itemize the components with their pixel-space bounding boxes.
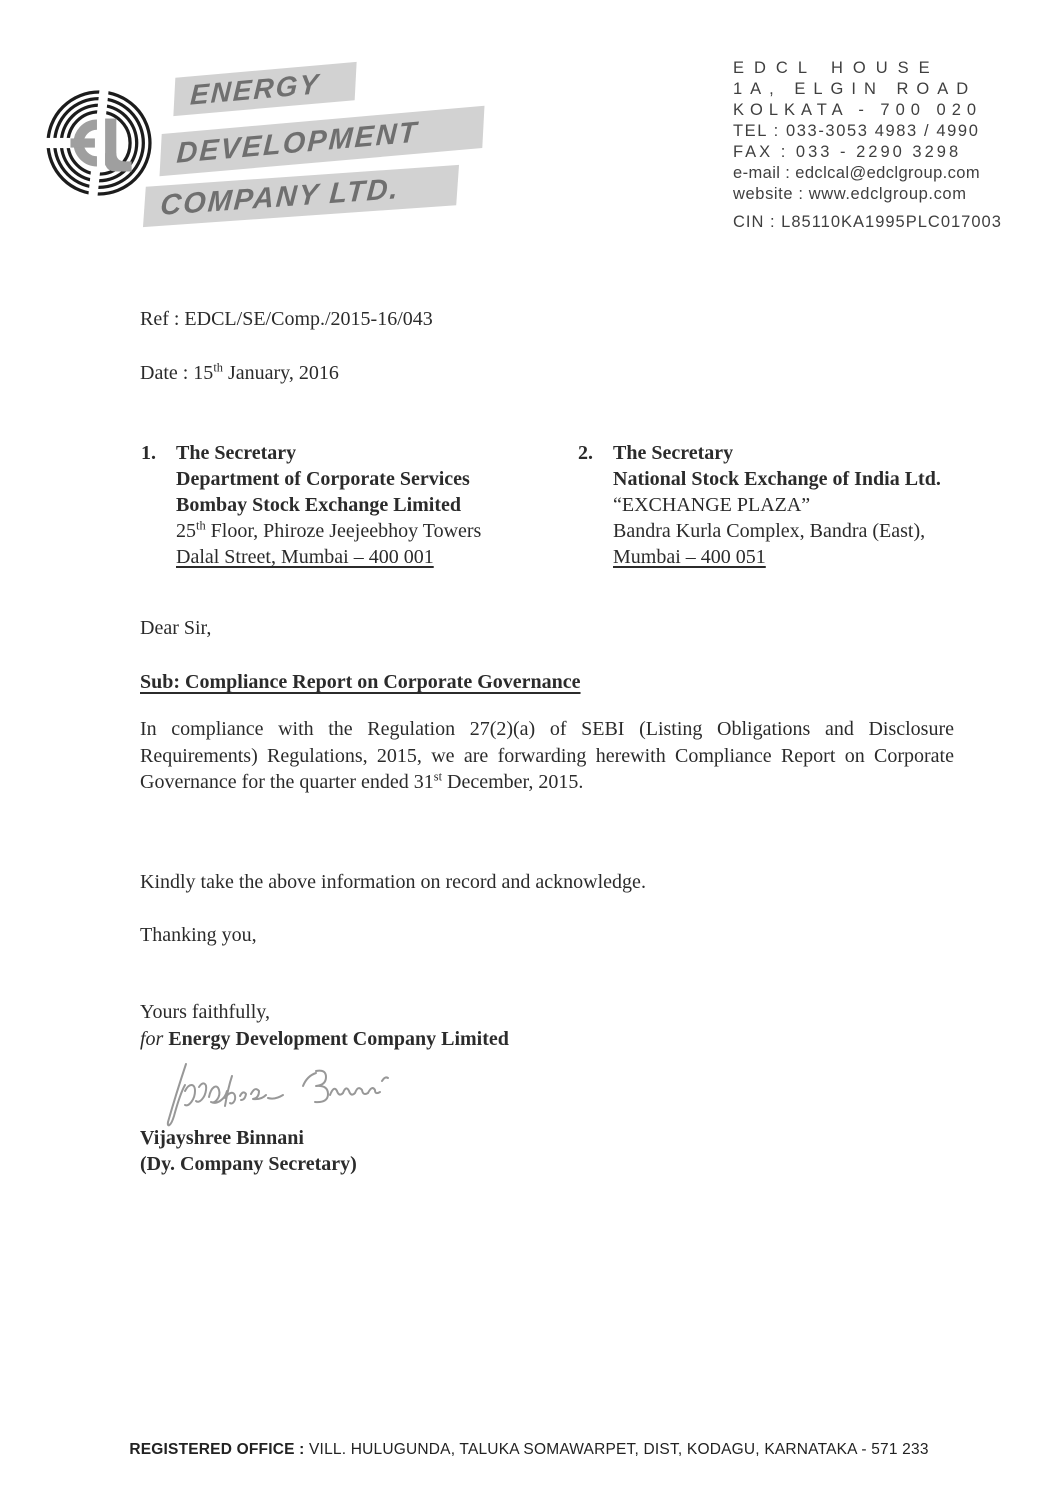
date-text: Date : 15 [140,362,214,384]
address-line-tel: TEL : 033-3053 4983 / 4990 [733,122,980,140]
reference-number: Ref : EDCL/SE/Comp./2015-16/043 [140,308,433,330]
registered-office-address: VILL. HULUGUNDA, TALUKA SOMAWARPET, DIST, KODAGU, KARNATAKA - 571 233 [304,1441,929,1458]
recipient-city-line: Mumbai – 400 051 [613,546,766,568]
recipient-address-line: 25th Floor, Phiroze Jeejeebhoy Towers [176,518,482,542]
recipient-building-line: “EXCHANGE PLAZA” [613,494,811,516]
salutation: Dear Sir, [140,617,212,639]
recipient-block-nse [578,440,1008,570]
body-paragraph-compliance: In compliance with the Regulation 27(2)(a) of SEBI (Listing Obligations and Disclosure Requirements) Regulations, 2015, we are forwarding herewith Compliance Report on Corporate Governance for the quarter ended 31st December, 2015. [140,718,954,793]
edcl-emblem-icon [46,90,152,196]
closing-company-line [140,1028,509,1051]
subject-line: Sub: Compliance Report on Corporate Governance [140,671,581,693]
letterhead-address-block [733,58,1019,233]
date-ordinal-superscript: st [433,769,443,784]
address-line-city: KOLKATA - 700 020 [733,101,983,119]
logo-bar-company-ltd: COMPANY LTD. [143,165,459,227]
date-text-rest: January, 2016 [222,362,339,384]
logo-bar-development: DEVELOPMENT [160,106,485,177]
body-paragraph-thanks: Thanking you, [140,924,257,946]
registered-office-label: REGISTERED OFFICE : [129,1441,305,1458]
signatory-name: Vijayshree Binnani [140,1127,304,1149]
recipient-organization: National Stock Exchange of India Ltd. [613,468,941,490]
floor-ordinal-superscript: th [196,518,206,533]
closing-company-name: Energy Development Company Limited [163,1028,509,1050]
recipient-city-line: Dalal Street, Mumbai – 400 001 [176,546,434,568]
for-word: for [140,1028,164,1050]
address-line-street: 1A, ELGIN ROAD [733,80,977,98]
recipient-title: The Secretary [613,442,734,464]
recipient-address-line: Bandra Kurla Complex, Bandra (East), [613,520,926,542]
address-line-building: EDCL HOUSE [733,59,940,77]
handwritten-signature [150,1058,410,1136]
recipient-number: 2. [578,442,593,464]
recipient-title: The Secretary [176,442,297,464]
recipient-block-bse [141,440,561,570]
date-ordinal-superscript: th [213,360,223,375]
recipient-department: Department of Corporate Services [176,468,470,490]
body-paragraph-acknowledge: Kindly take the above information on record and acknowledge. [140,871,646,893]
address-line-website: website : www.edclgroup.com [733,185,967,203]
closing-salutation: Yours faithfully, [140,1001,271,1023]
recipient-number: 1. [141,442,156,464]
registered-office-footer [0,1441,1058,1459]
address-line-fax: FAX : 033 - 2290 3298 [733,143,962,161]
signatory-title: (Dy. Company Secretary) [140,1153,357,1175]
logo-bar-energy: ENERGY [173,62,356,116]
address-line-cin: CIN : L85110KA1995PLC017003 [733,213,1002,231]
recipient-organization: Bombay Stock Exchange Limited [176,494,462,516]
address-line-email: e-mail : edclcal@edclgroup.com [733,164,981,182]
letter-date [140,362,339,385]
